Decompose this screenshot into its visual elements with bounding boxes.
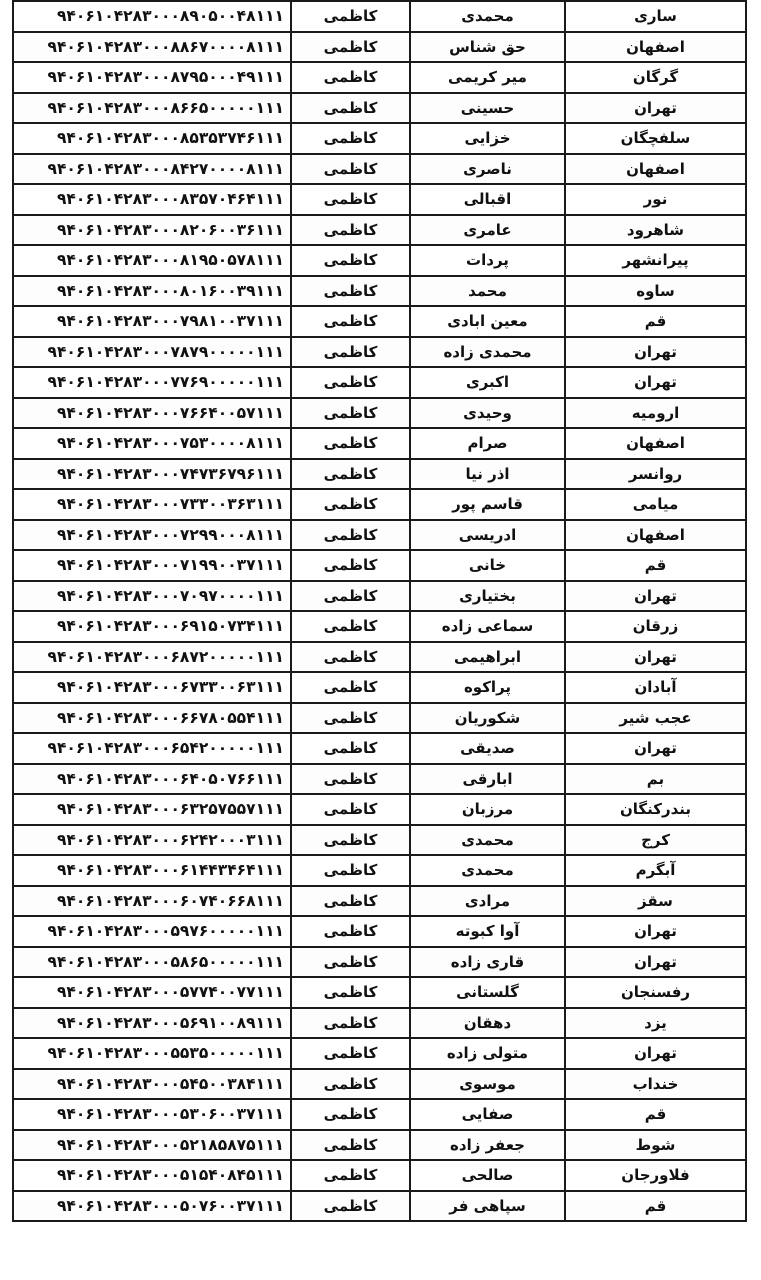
surname-cell: شکوریان [410, 703, 565, 734]
table-row [13, 245, 746, 276]
tracking-code-cell: ۹۴۰۶۱۰۴۲۸۳۰۰۰۷۸۷۹۰۰۰۰۰۱۱۱ [13, 337, 291, 368]
surname-cell: عامری [410, 215, 565, 246]
surname-cell: اکبری [410, 367, 565, 398]
family-name-cell: کاظمی [291, 794, 410, 825]
surname-cell: جعفر زاده [410, 1130, 565, 1161]
tracking-code-cell: ۹۴۰۶۱۰۴۲۸۳۰۰۰۷۰۹۷۰۰۰۰۱۱۱ [13, 581, 291, 612]
table-row [13, 428, 746, 459]
table-row [13, 489, 746, 520]
surname-cell: ناصری [410, 154, 565, 185]
surname-cell: حسینی [410, 93, 565, 124]
tracking-code-cell: ۹۴۰۶۱۰۴۲۸۳۰۰۰۶۷۳۳۰۰۶۳۱۱۱ [13, 672, 291, 703]
table-row [13, 1008, 746, 1039]
table-row [13, 306, 746, 337]
table-row [13, 550, 746, 581]
city-cell: تهران [565, 733, 746, 764]
surname-cell: محمدی [410, 1, 565, 32]
city-cell: روانسر [565, 459, 746, 490]
table-row [13, 794, 746, 825]
city-cell: تهران [565, 337, 746, 368]
family-name-cell: کاظمی [291, 1191, 410, 1222]
tracking-code-cell: ۹۴۰۶۱۰۴۲۸۳۰۰۰۵۹۷۶۰۰۰۰۰۱۱۱ [13, 916, 291, 947]
city-cell: تهران [565, 1038, 746, 1069]
table-row [13, 520, 746, 551]
surname-cell: آوا کبوته [410, 916, 565, 947]
family-name-cell: کاظمی [291, 1099, 410, 1130]
city-cell: خنداب [565, 1069, 746, 1100]
surname-cell: پردات [410, 245, 565, 276]
family-name-cell: کاظمی [291, 520, 410, 551]
tracking-code-cell: ۹۴۰۶۱۰۴۲۸۳۰۰۰۵۵۳۵۰۰۰۰۰۱۱۱ [13, 1038, 291, 1069]
city-cell: گرگان [565, 62, 746, 93]
city-cell: اصفهان [565, 154, 746, 185]
city-cell: آبادان [565, 672, 746, 703]
city-cell: سقز [565, 886, 746, 917]
family-name-cell: کاظمی [291, 916, 410, 947]
city-cell: شاهرود [565, 215, 746, 246]
family-name-cell: کاظمی [291, 672, 410, 703]
family-name-cell: کاظمی [291, 306, 410, 337]
table-row [13, 886, 746, 917]
family-name-cell: کاظمی [291, 93, 410, 124]
city-cell: رفسنجان [565, 977, 746, 1008]
tracking-code-cell: ۹۴۰۶۱۰۴۲۸۳۰۰۰۷۵۳۰۰۰۰۸۱۱۱ [13, 428, 291, 459]
tracking-code-cell: ۹۴۰۶۱۰۴۲۸۳۰۰۰۶۹۱۵۰۷۳۴۱۱۱ [13, 611, 291, 642]
family-name-cell: کاظمی [291, 32, 410, 63]
table-row [13, 154, 746, 185]
surname-cell: صالحی [410, 1160, 565, 1191]
tracking-code-cell: ۹۴۰۶۱۰۴۲۸۳۰۰۰۵۶۹۱۰۰۸۹۱۱۱ [13, 1008, 291, 1039]
family-name-cell: کاظمی [291, 1, 410, 32]
surname-cell: صفایی [410, 1099, 565, 1130]
family-name-cell: کاظمی [291, 459, 410, 490]
city-cell: پیرانشهر [565, 245, 746, 276]
table-row [13, 855, 746, 886]
table-row [13, 977, 746, 1008]
surname-cell: ادریسی [410, 520, 565, 551]
surname-cell: مرزبان [410, 794, 565, 825]
family-name-cell: کاظمی [291, 977, 410, 1008]
tracking-code-cell: ۹۴۰۶۱۰۴۲۸۳۰۰۰۶۰۷۴۰۶۶۸۱۱۱ [13, 886, 291, 917]
family-name-cell: کاظمی [291, 611, 410, 642]
family-name-cell: کاظمی [291, 398, 410, 429]
city-cell: قم [565, 1099, 746, 1130]
family-name-cell: کاظمی [291, 184, 410, 215]
city-cell: تهران [565, 916, 746, 947]
surname-cell: بختیاری [410, 581, 565, 612]
family-name-cell: کاظمی [291, 550, 410, 581]
tracking-code-cell: ۹۴۰۶۱۰۴۲۸۳۰۰۰۷۴۷۳۶۷۹۶۱۱۱ [13, 459, 291, 490]
city-cell: قم [565, 550, 746, 581]
table-row [13, 276, 746, 307]
family-name-cell: کاظمی [291, 855, 410, 886]
surname-cell: صرام [410, 428, 565, 459]
tracking-code-cell: ۹۴۰۶۱۰۴۲۸۳۰۰۰۸۲۰۶۰۰۳۶۱۱۱ [13, 215, 291, 246]
table-row [13, 703, 746, 734]
city-cell: اصفهان [565, 520, 746, 551]
family-name-cell: کاظمی [291, 886, 410, 917]
tracking-code-cell: ۹۴۰۶۱۰۴۲۸۳۰۰۰۸۰۱۶۰۰۳۹۱۱۱ [13, 276, 291, 307]
tracking-code-cell: ۹۴۰۶۱۰۴۲۸۳۰۰۰۵۸۶۵۰۰۰۰۰۱۱۱ [13, 947, 291, 978]
tracking-code-cell: ۹۴۰۶۱۰۴۲۸۳۰۰۰۶۴۰۵۰۷۶۶۱۱۱ [13, 764, 291, 795]
tracking-code-cell: ۹۴۰۶۱۰۴۲۸۳۰۰۰۶۱۴۴۳۴۶۴۱۱۱ [13, 855, 291, 886]
tracking-code-cell: ۹۴۰۶۱۰۴۲۸۳۰۰۰۵۱۵۴۰۸۴۵۱۱۱ [13, 1160, 291, 1191]
table-row [13, 184, 746, 215]
table-row [13, 764, 746, 795]
tracking-code-cell: ۹۴۰۶۱۰۴۲۸۳۰۰۰۸۱۹۵۰۵۷۸۱۱۱ [13, 245, 291, 276]
family-name-cell: کاظمی [291, 825, 410, 856]
tracking-code-cell: ۹۴۰۶۱۰۴۲۸۳۰۰۰۸۶۶۵۰۰۰۰۰۱۱۱ [13, 93, 291, 124]
tracking-code-cell: ۹۴۰۶۱۰۴۲۸۳۰۰۰۷۲۹۹۰۰۰۸۱۱۱ [13, 520, 291, 551]
family-name-cell: کاظمی [291, 367, 410, 398]
tracking-code-cell: ۹۴۰۶۱۰۴۲۸۳۰۰۰۸۴۲۷۰۰۰۰۸۱۱۱ [13, 154, 291, 185]
family-name-cell: کاظمی [291, 154, 410, 185]
table-row [13, 1191, 746, 1222]
table-row [13, 947, 746, 978]
table-row [13, 337, 746, 368]
city-cell: ساری [565, 1, 746, 32]
tracking-code-cell: ۹۴۰۶۱۰۴۲۸۳۰۰۰۸۸۶۷۰۰۰۰۸۱۱۱ [13, 32, 291, 63]
surname-cell: محمد [410, 276, 565, 307]
table-row [13, 581, 746, 612]
family-name-cell: کاظمی [291, 337, 410, 368]
tracking-code-cell: ۹۴۰۶۱۰۴۲۸۳۰۰۰۵۳۰۶۰۰۳۷۱۱۱ [13, 1099, 291, 1130]
surname-cell: قاری زاده [410, 947, 565, 978]
surname-cell: سپاهی فر [410, 1191, 565, 1222]
city-cell: تهران [565, 642, 746, 673]
surname-cell: معین ابادی [410, 306, 565, 337]
table-row [13, 398, 746, 429]
family-name-cell: کاظمی [291, 1008, 410, 1039]
city-cell: تهران [565, 93, 746, 124]
tracking-code-cell: ۹۴۰۶۱۰۴۲۸۳۰۰۰۸۵۳۵۳۷۴۶۱۱۱ [13, 123, 291, 154]
family-name-cell: کاظمی [291, 245, 410, 276]
city-cell: فلاورجان [565, 1160, 746, 1191]
table-row [13, 215, 746, 246]
table-row [13, 123, 746, 154]
city-cell: کرج [565, 825, 746, 856]
family-name-cell: کاظمی [291, 489, 410, 520]
surname-cell: قاسم پور [410, 489, 565, 520]
city-cell: تهران [565, 947, 746, 978]
city-cell: قم [565, 306, 746, 337]
city-cell: ساوه [565, 276, 746, 307]
table-row [13, 733, 746, 764]
tracking-code-cell: ۹۴۰۶۱۰۴۲۸۳۰۰۰۶۶۷۸۰۵۵۴۱۱۱ [13, 703, 291, 734]
surname-cell: اقبالی [410, 184, 565, 215]
family-name-cell: کاظمی [291, 1069, 410, 1100]
city-cell: بم [565, 764, 746, 795]
table-row [13, 1038, 746, 1069]
city-cell: عجب شیر [565, 703, 746, 734]
city-cell: قم [565, 1191, 746, 1222]
family-name-cell: کاظمی [291, 1160, 410, 1191]
tracking-code-cell: ۹۴۰۶۱۰۴۲۸۳۰۰۰۷۱۹۹۰۰۳۷۱۱۱ [13, 550, 291, 581]
tracking-code-cell: ۹۴۰۶۱۰۴۲۸۳۰۰۰۶۵۴۲۰۰۰۰۰۱۱۱ [13, 733, 291, 764]
table-row [13, 1, 746, 32]
city-cell: سلفچگان [565, 123, 746, 154]
surname-cell: متولی زاده [410, 1038, 565, 1069]
tracking-code-cell: ۹۴۰۶۱۰۴۲۸۳۰۰۰۵۷۷۴۰۰۷۷۱۱۱ [13, 977, 291, 1008]
tracking-code-cell: ۹۴۰۶۱۰۴۲۸۳۰۰۰۵۲۱۸۵۸۷۵۱۱۱ [13, 1130, 291, 1161]
surname-cell: مرادی [410, 886, 565, 917]
family-name-cell: کاظمی [291, 215, 410, 246]
surname-cell: دهقان [410, 1008, 565, 1039]
tracking-code-cell: ۹۴۰۶۱۰۴۲۸۳۰۰۰۷۶۶۴۰۰۵۷۱۱۱ [13, 398, 291, 429]
tracking-code-cell: ۹۴۰۶۱۰۴۲۸۳۰۰۰۷۷۶۹۰۰۰۰۰۱۱۱ [13, 367, 291, 398]
surname-cell: محمدی [410, 855, 565, 886]
table-row [13, 825, 746, 856]
surname-cell: وحیدی [410, 398, 565, 429]
family-name-cell: کاظمی [291, 428, 410, 459]
city-cell: بندرکنگان [565, 794, 746, 825]
surname-cell: صدیقی [410, 733, 565, 764]
family-name-cell: کاظمی [291, 703, 410, 734]
table-row [13, 916, 746, 947]
family-name-cell: کاظمی [291, 947, 410, 978]
surname-cell: خانی [410, 550, 565, 581]
table-row [13, 1069, 746, 1100]
tracking-code-cell: ۹۴۰۶۱۰۴۲۸۳۰۰۰۷۳۳۰۰۳۶۳۱۱۱ [13, 489, 291, 520]
city-cell: تهران [565, 367, 746, 398]
table-row [13, 459, 746, 490]
family-name-cell: کاظمی [291, 764, 410, 795]
family-name-cell: کاظمی [291, 62, 410, 93]
surname-cell: محمدی زاده [410, 337, 565, 368]
family-name-cell: کاظمی [291, 276, 410, 307]
table-row [13, 367, 746, 398]
tracking-code-cell: ۹۴۰۶۱۰۴۲۸۳۰۰۰۶۲۴۲۰۰۰۳۱۱۱ [13, 825, 291, 856]
surname-cell: موسوی [410, 1069, 565, 1100]
city-cell: یزد [565, 1008, 746, 1039]
city-cell: تهران [565, 581, 746, 612]
table-row [13, 1130, 746, 1161]
surname-cell: سماعی زاده [410, 611, 565, 642]
table-row [13, 1099, 746, 1130]
city-cell: اصفهان [565, 32, 746, 63]
family-name-cell: کاظمی [291, 733, 410, 764]
table-row [13, 1160, 746, 1191]
records-table-body [13, 1, 746, 1221]
table-row [13, 93, 746, 124]
table-row [13, 32, 746, 63]
surname-cell: ابارقی [410, 764, 565, 795]
surname-cell: اذر نیا [410, 459, 565, 490]
tracking-code-cell: ۹۴۰۶۱۰۴۲۸۳۰۰۰۸۹۰۵۰۰۴۸۱۱۱ [13, 1, 291, 32]
city-cell: میامی [565, 489, 746, 520]
surname-cell: محمدی [410, 825, 565, 856]
surname-cell: میر کریمی [410, 62, 565, 93]
tracking-code-cell: ۹۴۰۶۱۰۴۲۸۳۰۰۰۸۷۹۵۰۰۰۴۹۱۱۱ [13, 62, 291, 93]
family-name-cell: کاظمی [291, 1130, 410, 1161]
city-cell: اصفهان [565, 428, 746, 459]
family-name-cell: کاظمی [291, 123, 410, 154]
table-row [13, 611, 746, 642]
family-name-cell: کاظمی [291, 581, 410, 612]
city-cell: آبگرم [565, 855, 746, 886]
family-name-cell: کاظمی [291, 1038, 410, 1069]
city-cell: ارومیه [565, 398, 746, 429]
surname-cell: حق شناس [410, 32, 565, 63]
tracking-code-cell: ۹۴۰۶۱۰۴۲۸۳۰۰۰۷۹۸۱۰۰۳۷۱۱۱ [13, 306, 291, 337]
tracking-code-cell: ۹۴۰۶۱۰۴۲۸۳۰۰۰۵۰۷۶۰۰۳۷۱۱۱ [13, 1191, 291, 1222]
surname-cell: گلستانی [410, 977, 565, 1008]
surname-cell: ابراهیمی [410, 642, 565, 673]
tracking-code-cell: ۹۴۰۶۱۰۴۲۸۳۰۰۰۸۳۵۷۰۴۶۴۱۱۱ [13, 184, 291, 215]
tracking-code-cell: ۹۴۰۶۱۰۴۲۸۳۰۰۰۶۸۷۲۰۰۰۰۰۱۱۱ [13, 642, 291, 673]
records-table [12, 0, 747, 1222]
surname-cell: پراکوه [410, 672, 565, 703]
city-cell: شوط [565, 1130, 746, 1161]
city-cell: زرقان [565, 611, 746, 642]
surname-cell: خزایی [410, 123, 565, 154]
city-cell: نور [565, 184, 746, 215]
table-row [13, 672, 746, 703]
table-row [13, 642, 746, 673]
tracking-code-cell: ۹۴۰۶۱۰۴۲۸۳۰۰۰۶۳۲۵۷۵۵۷۱۱۱ [13, 794, 291, 825]
table-row [13, 62, 746, 93]
tracking-code-cell: ۹۴۰۶۱۰۴۲۸۳۰۰۰۵۴۵۰۰۳۸۴۱۱۱ [13, 1069, 291, 1100]
family-name-cell: کاظمی [291, 642, 410, 673]
